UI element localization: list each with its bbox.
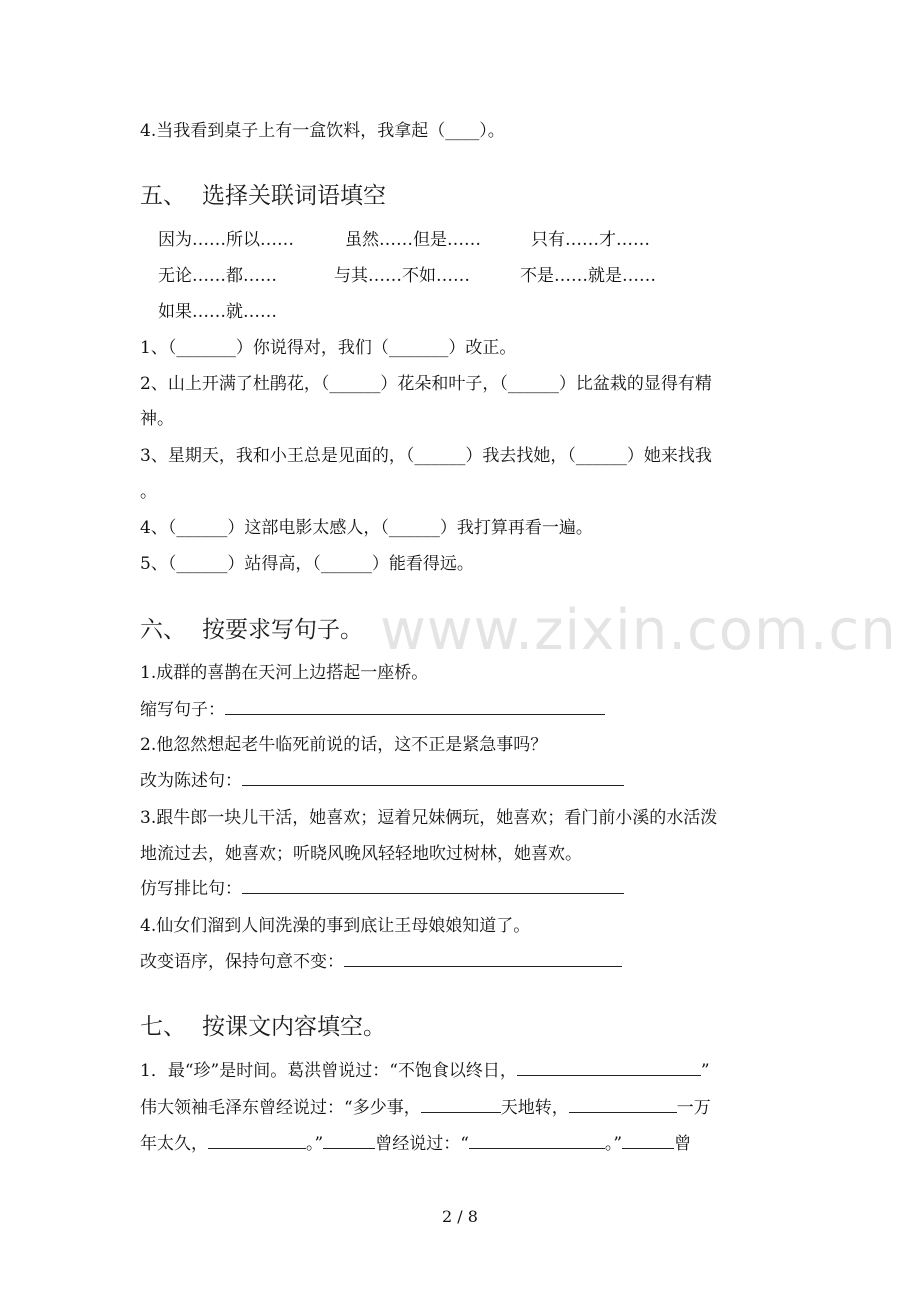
s6-answer-2-label: 改为陈述句： bbox=[140, 771, 242, 791]
s7-line-3-text: 年太久， bbox=[140, 1134, 208, 1154]
s6-answer-1-label: 缩写句子： bbox=[140, 700, 225, 720]
option-5: 与其……不如…… bbox=[334, 266, 470, 286]
option-2: 虽然……但是…… bbox=[345, 230, 481, 250]
s5-question-5: 5、（______）站得高，（______）能看得远。 bbox=[140, 554, 474, 574]
s6-question-1: 1.成群的喜鹊在天河上边搭起一座桥。 bbox=[140, 663, 429, 683]
answer-line-1[interactable] bbox=[225, 698, 605, 715]
s6-answer-3-label: 仿写排比句： bbox=[140, 879, 242, 899]
s6-question-3-cont: 地流过去，她喜欢；听晓风晚风轻轻地吹过树林，她喜欢。 bbox=[140, 844, 582, 864]
option-6: 不是……就是…… bbox=[520, 266, 656, 286]
answer-line-3[interactable] bbox=[242, 877, 624, 894]
answer-line-2[interactable] bbox=[242, 769, 624, 786]
s6-question-3: 3.跟牛郎一块儿干活，她喜欢；逗着兄妹俩玩，她喜欢；看门前小溪的水活泼 bbox=[140, 808, 718, 828]
s7-line-2-end: 一万 bbox=[676, 1098, 711, 1118]
s7-line-2-mid: 天地转， bbox=[500, 1098, 569, 1118]
s5-question-2: 2、山上开满了杜鹃花，（______）花朵和叶子，（______）比盆栽的显得有精 bbox=[140, 374, 712, 394]
section6-number: 六、 bbox=[140, 617, 186, 643]
section7-title: 按课文内容填空。 bbox=[202, 1014, 386, 1040]
s6-question-4: 4.仙女们溜到人间洗澡的事到底让王母娘娘知道了。 bbox=[140, 916, 531, 936]
fill-blank-6[interactable] bbox=[469, 1134, 605, 1149]
s6-answer-4 bbox=[140, 950, 622, 974]
s5-question-3-cont: 。 bbox=[140, 482, 157, 502]
s6-answer-1 bbox=[140, 698, 605, 722]
section7-heading bbox=[140, 1012, 386, 1042]
s6-question-2: 2.他忽然想起老牛临死前说的话，这不正是紧急事吗？ bbox=[140, 735, 548, 755]
fill-blank-3[interactable] bbox=[569, 1098, 677, 1113]
fill-blank-4[interactable] bbox=[208, 1134, 306, 1149]
option-7: 如果……就…… bbox=[158, 302, 277, 322]
s7-line-3-quote-end-2: 。” bbox=[604, 1134, 623, 1154]
s7-line-1-close: ” bbox=[700, 1061, 710, 1081]
s7-line-3-quote-end: 。” bbox=[306, 1134, 324, 1154]
section5-title: 选择关联词语填空 bbox=[202, 183, 386, 209]
s7-line-2-text: 伟大领袖毛泽东曾经说过：“多少事， bbox=[140, 1098, 421, 1118]
s6-answer-3 bbox=[140, 877, 624, 901]
s7-line-1-text: 1．最“珍”是时间。葛洪曾说过：“不饱食以终日， bbox=[140, 1061, 517, 1081]
page-number: 2 / 8 bbox=[442, 1207, 478, 1226]
fill-blank-2[interactable] bbox=[421, 1098, 501, 1113]
s5-question-3: 3、星期天，我和小王总是见面的，（______）我去找她，（______）她来找我 bbox=[140, 446, 712, 466]
q4-prev-section: 4.当我看到桌子上有一盒饮料，我拿起（____）。 bbox=[140, 121, 505, 141]
watermark: www.zixin.com.cn bbox=[380, 598, 897, 663]
option-1: 因为……所以…… bbox=[158, 230, 294, 250]
option-3: 只有……才…… bbox=[531, 230, 650, 250]
s7-line-3 bbox=[140, 1132, 691, 1156]
s7-line-3-tail: 曾 bbox=[674, 1134, 692, 1154]
s5-question-2-cont: 神。 bbox=[140, 409, 174, 429]
s5-question-4: 4、（______）这部电影太感人，（______）我打算再看一遍。 bbox=[140, 518, 593, 538]
s6-answer-2 bbox=[140, 769, 624, 793]
fill-blank-1[interactable] bbox=[517, 1061, 701, 1076]
section5-heading bbox=[140, 181, 386, 211]
s7-line-3-said: 曾经说过：“ bbox=[375, 1134, 469, 1154]
section5-number: 五、 bbox=[140, 183, 186, 209]
s7-line-1 bbox=[140, 1059, 710, 1083]
s6-answer-4-label: 改变语序，保持句意不变： bbox=[140, 952, 344, 972]
s5-question-1: 1、（_______）你说得对，我们（_______）改正。 bbox=[140, 338, 517, 358]
section6-heading bbox=[140, 615, 363, 645]
s7-line-2 bbox=[140, 1096, 711, 1120]
section6-title: 按要求写句子。 bbox=[202, 617, 363, 643]
fill-blank-7[interactable] bbox=[622, 1134, 674, 1149]
section7-number: 七、 bbox=[140, 1014, 186, 1040]
option-4: 无论……都…… bbox=[158, 266, 277, 286]
fill-blank-5[interactable] bbox=[323, 1134, 375, 1149]
answer-line-4[interactable] bbox=[344, 950, 622, 967]
